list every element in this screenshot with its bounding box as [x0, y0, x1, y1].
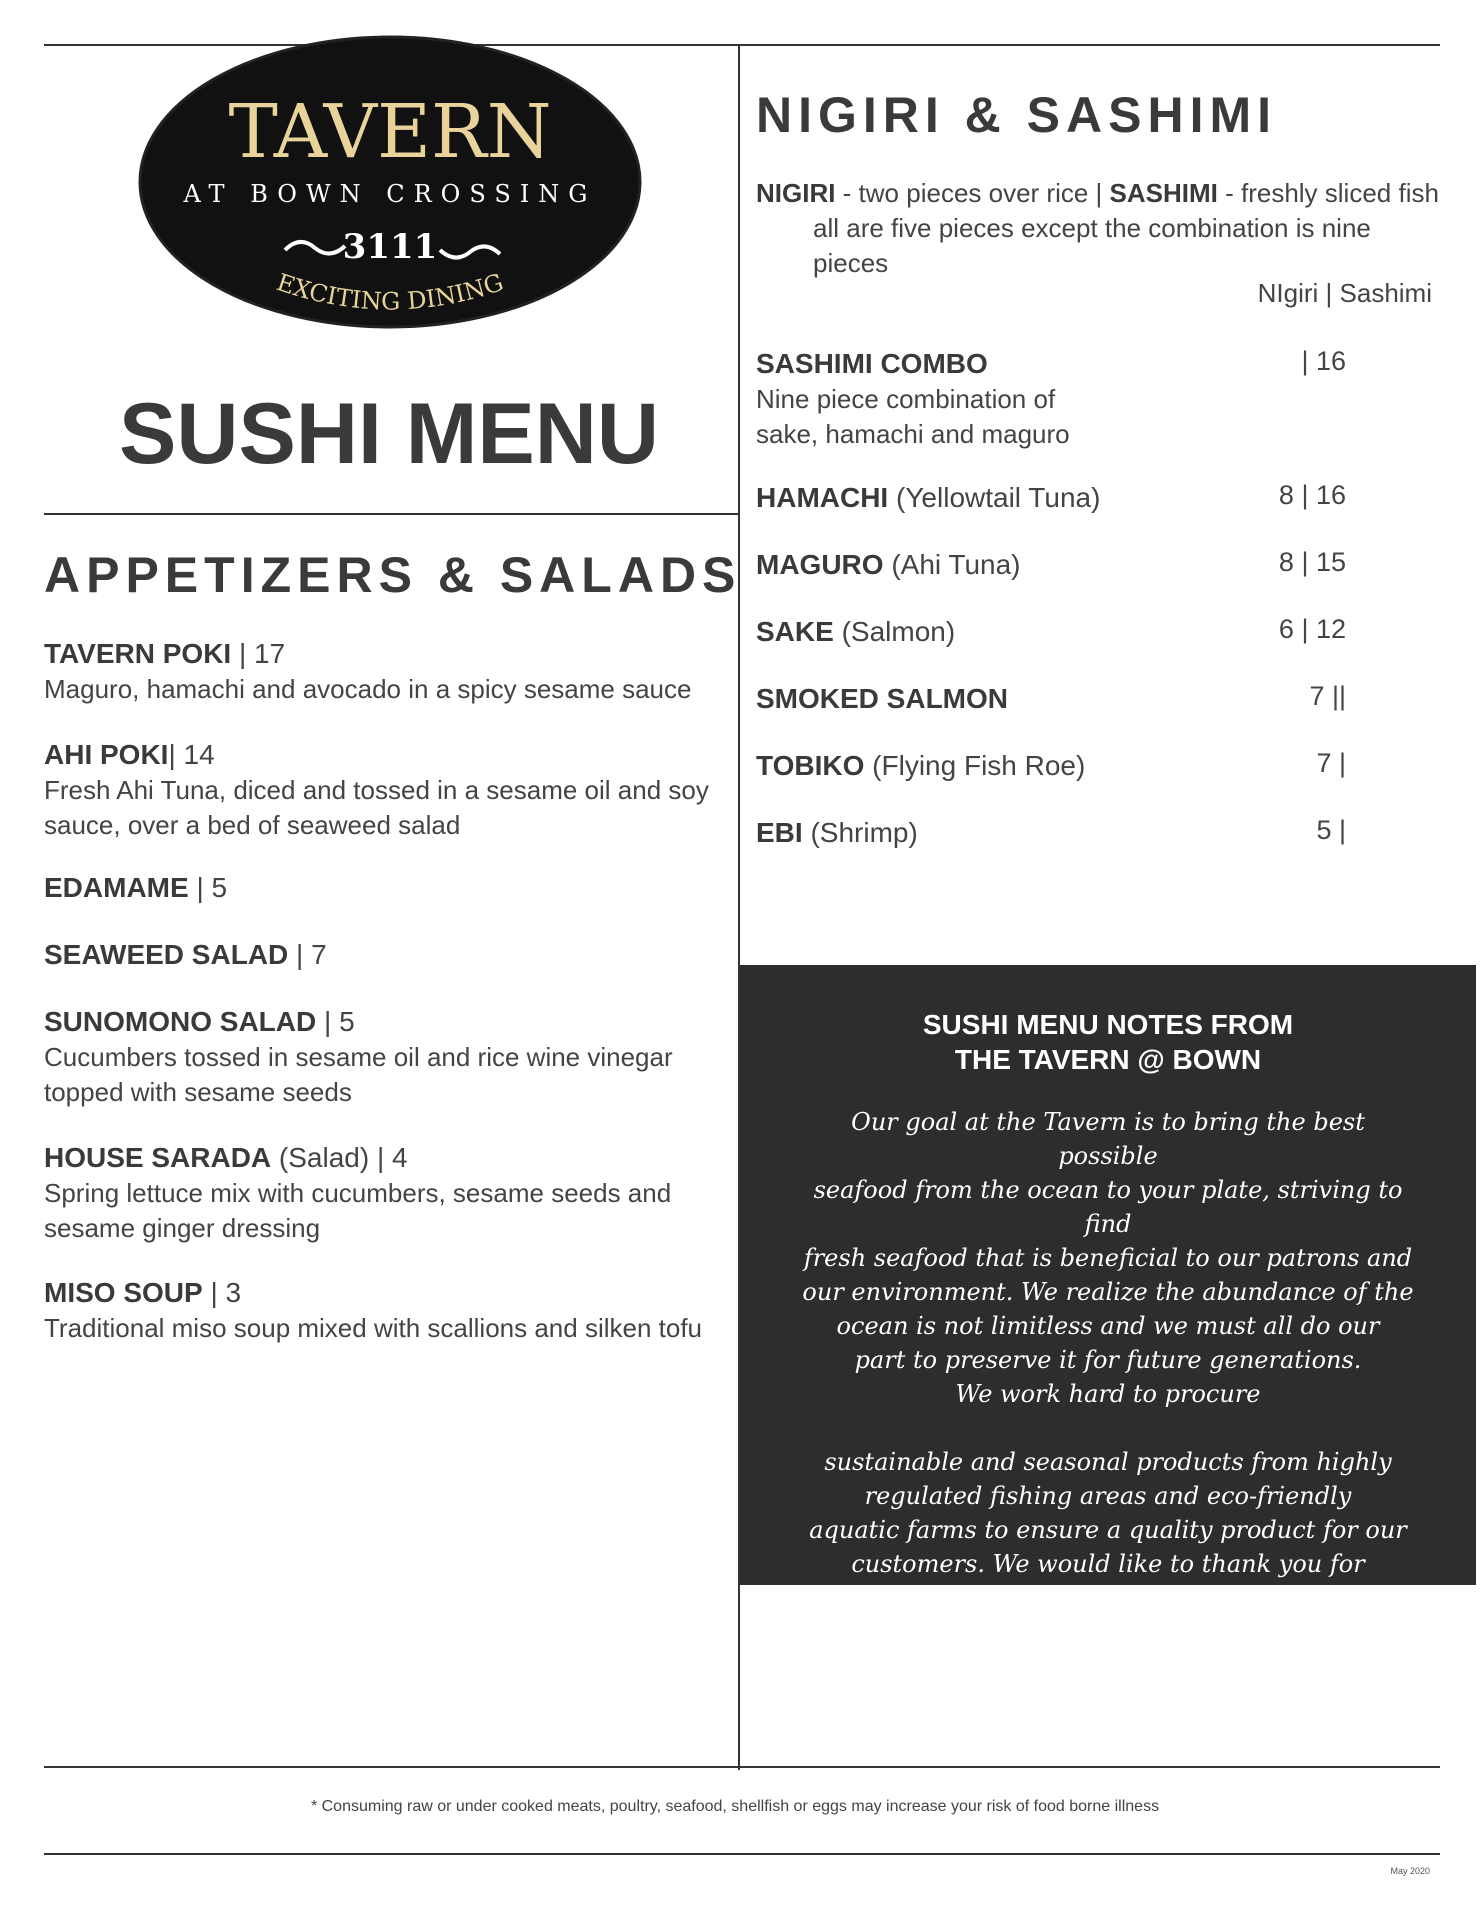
nigiri-item — [756, 748, 1446, 784]
logo-subtitle: AT BOWN CROSSING — [183, 180, 597, 208]
notes-title: SUSHI MENU NOTES FROM THE TAVERN @ BOWN — [922, 1009, 1294, 1075]
nigiri-note: (Salmon) — [833, 616, 956, 647]
price-column-header: NIgiri | Sashimi — [1257, 278, 1432, 308]
nigiri-item — [756, 815, 1446, 851]
left-section-rule — [44, 513, 740, 515]
appetizer-item-head — [44, 1140, 724, 1176]
appetizer-description: Maguro, hamachi and avocado in a spicy sesame sauce — [44, 674, 692, 704]
appetizer-name: SUNOMONO SALAD — [44, 1006, 317, 1037]
appetizer-item — [44, 737, 724, 843]
appetizer-price: | 17 — [231, 638, 286, 669]
appetizer-price: | 5 — [316, 1006, 355, 1037]
logo-name: TAVERN — [228, 89, 552, 175]
nigiri-note: (Yellowtail Tuna) — [888, 482, 1101, 513]
appetizer-price: | 7 — [288, 939, 327, 970]
nigiri-item — [756, 346, 1446, 452]
logo-tagline: EXCITING DINING — [273, 268, 507, 316]
appetizer-price: | 4 — [376, 1142, 408, 1173]
nigiri-item — [756, 480, 1446, 516]
appetizer-price: | 5 — [188, 872, 228, 903]
nigiri-description: Nine piece combination of sake, hamachi and maguro — [756, 384, 1070, 449]
nigiri-price: 5 | — [1316, 815, 1346, 845]
appetizer-item — [44, 1275, 724, 1346]
appetizer-description: Fresh Ahi Tuna, diced and tossed in a sesame oil and soy sauce, over a bed of seaweed salad — [44, 775, 709, 840]
appetizer-item-head — [44, 870, 724, 906]
appetizer-price: | 3 — [202, 1277, 242, 1308]
nigiri-price: 7 || — [1309, 681, 1346, 711]
nigiri-price: | 16 — [1301, 346, 1346, 376]
notes-body: Our goal at the Tavern is to bring the best possible seafood from the ocean to your plate, striving to find fresh seafood that is beneficial to our patrons and our environment. We realize the abundance of the ocean is not limitless and we must all do our part to preserve it for future generations. We work hard to procure sustainable and seasonal products from highly regulated fishing areas and eco-friendly aquatic farms to ensure a quality product for our customers. We would like to thank you for your support and patronage. — [802, 1108, 1414, 1612]
appetizer-item — [44, 1140, 724, 1246]
nigiri-price: 6 | 12 — [1278, 614, 1346, 644]
nigiri-name: EBI — [756, 817, 803, 848]
food-safety-disclaimer: * Consuming raw or under cooked meats, poultry, seafood, shellfish or eggs may increase your risk of food borne illness — [310, 1798, 1160, 1815]
nigiri-item — [756, 614, 1446, 650]
nigiri-name: SMOKED SALMON — [756, 683, 1008, 714]
appetizer-item — [44, 870, 724, 906]
appetizer-note: (Salad) — [271, 1142, 377, 1173]
appetizer-name: HOUSE SARADA — [44, 1142, 272, 1173]
appetizer-name: MISO SOUP — [44, 1277, 203, 1308]
nigiri-intro — [756, 176, 1446, 281]
appetizer-item-head — [44, 937, 724, 973]
footer-rule — [44, 1853, 1440, 1855]
tavern-logo — [135, 32, 645, 332]
intro-sashimi-desc: - freshly sliced fish — [1217, 178, 1439, 208]
appetizer-price: | 14 — [168, 739, 215, 770]
appetizer-item-head — [44, 737, 724, 773]
appetizer-item — [44, 636, 724, 707]
nigiri-name: HAMACHI — [756, 482, 889, 513]
nigiri-name: MAGURO — [756, 549, 884, 580]
nigiri-price: 8 | 16 — [1278, 480, 1346, 510]
appetizer-item-head — [44, 636, 724, 672]
nigiri-name: SASHIMI COMBO — [756, 348, 988, 379]
intro-nigiri-desc: - two pieces over rice | — [835, 178, 1110, 208]
nigiri-price: 7 | — [1316, 748, 1346, 778]
nigiri-note: (Shrimp) — [802, 817, 918, 848]
intro-line2: all are five pieces except the combination is nine pieces — [813, 213, 1371, 278]
appetizer-item — [44, 1004, 724, 1110]
notes-panel — [740, 965, 1476, 1612]
page-title: SUSHI MENU — [119, 386, 659, 482]
nigiri-name: TOBIKO — [756, 750, 865, 781]
appetizer-name: AHI POKI — [44, 739, 169, 770]
appetizer-name: TAVERN POKI — [44, 638, 232, 669]
appetizer-name: SEAWEED SALAD — [44, 939, 289, 970]
nigiri-item — [756, 547, 1446, 583]
appetizer-name: EDAMAME — [44, 872, 189, 903]
nigiri-note: (Flying Fish Roe) — [864, 750, 1086, 781]
nigiri-price: 8 | 15 — [1278, 547, 1346, 577]
appetizer-description: Spring lettuce mix with cucumbers, sesame seeds and sesame ginger dressing — [44, 1178, 672, 1243]
appetizer-description: Traditional miso soup mixed with scallions and silken tofu — [44, 1313, 703, 1343]
logo-number: 3111 — [342, 227, 438, 267]
bottom-rule — [44, 1766, 1440, 1768]
menu-date: May 2020 — [1390, 1866, 1430, 1876]
appetizer-description: Cucumbers tossed in sesame oil and rice wine vinegar topped with sesame seeds — [44, 1042, 673, 1107]
nigiri-name: SAKE — [756, 616, 834, 647]
appetizer-item-head — [44, 1275, 724, 1311]
appetizer-item — [44, 937, 724, 973]
appetizer-item-head — [44, 1004, 724, 1040]
nigiri-note: (Ahi Tuna) — [883, 549, 1021, 580]
intro-sashimi-label: SASHIMI — [1109, 178, 1218, 208]
nigiri-heading: NIGIRI & SASHIMI — [756, 87, 1278, 143]
nigiri-item — [756, 681, 1446, 717]
appetizers-heading: APPETIZERS & SALADS — [44, 547, 742, 603]
intro-nigiri-label: NIGIRI — [756, 178, 836, 208]
